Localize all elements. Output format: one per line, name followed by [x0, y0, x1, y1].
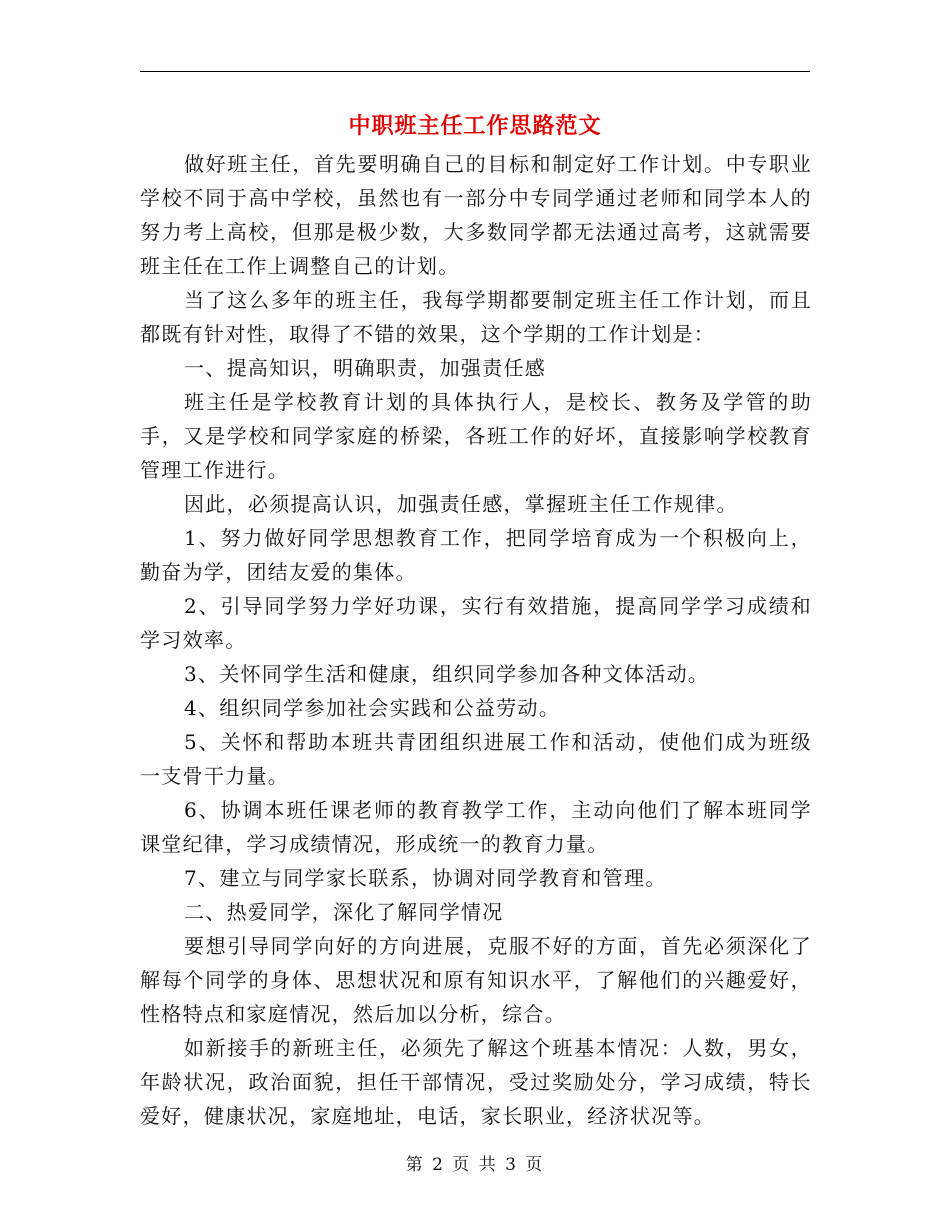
- page-number-footer: 第 2 页 共 3 页: [405, 1155, 545, 1175]
- paragraph: 因此，必须提高认识，加强责任感，掌握班主任工作规律。: [184, 492, 738, 516]
- paragraph: 要想引导同学向好的方向进展，克服不好的方面，首先必须深化了解每个同学的身体、思想状况和原有知识水平，了解他们的兴趣爱好，性格特点和家庭情况，然后加以分析，综合。: [140, 934, 812, 1026]
- section-heading: 二、热爱同学，深化了解同学情况: [184, 900, 504, 924]
- list-item: 4、组织同学参加社会实践和公益劳动。: [184, 696, 561, 720]
- list-item: 5、关怀和帮助本班共青团组织进展工作和活动，使他们成为班级一支骨干力量。: [140, 730, 812, 788]
- paragraph: 如新接手的新班主任，必须先了解这个班基本情况：人数，男女，年龄状况，政治面貌，担任干部情况，受过奖励处分，学习成绩，特长爱好，健康状况，家庭地址，电话，家长职业，经济状况等。: [140, 1036, 812, 1128]
- paragraph: 做好班主任，首先要明确自己的目标和制定好工作计划。中专职业学校不同于高中学校，虽然也有一部分中专同学通过老师和同学本人的努力考上高校，但那是极少数，大多数同学都无法通过高考，这就需要班主任在工作上调整自己的计划。: [140, 152, 812, 278]
- document-body: [140, 147, 812, 1133]
- document-title: 中职班主任工作思路范文: [348, 113, 602, 139]
- list-item: 6、协调本班任课老师的教育教学工作，主动向他们了解本班同学课堂纪律，学习成绩情况，形成统一的教育力量。: [140, 798, 812, 856]
- list-item: 7、建立与同学家长联系，协调对同学教育和管理。: [184, 866, 667, 890]
- section-heading: 一、提高知识，明确职责，加强责任感: [184, 356, 547, 380]
- list-item: 2、引导同学努力学好功课，实行有效措施，提高同学学习成绩和学习效率。: [140, 594, 812, 652]
- paragraph: 班主任是学校教育计划的具体执行人，是校长、教务及学管的助手，又是学校和同学家庭的桥梁，各班工作的好坏，直接影响学校教育管理工作进行。: [140, 390, 812, 482]
- list-item: 1、努力做好同学思想教育工作，把同学培育成为一个积极向上，勤奋为学，团结友爱的集体。: [140, 526, 812, 584]
- list-item: 3、关怀同学生活和健康，组织同学参加各种文体活动。: [184, 662, 710, 686]
- header-rule: [140, 71, 810, 72]
- paragraph: 当了这么多年的班主任，我每学期都要制定班主任工作计划，而且都既有针对性，取得了不错的效果，这个学期的工作计划是：: [140, 288, 812, 346]
